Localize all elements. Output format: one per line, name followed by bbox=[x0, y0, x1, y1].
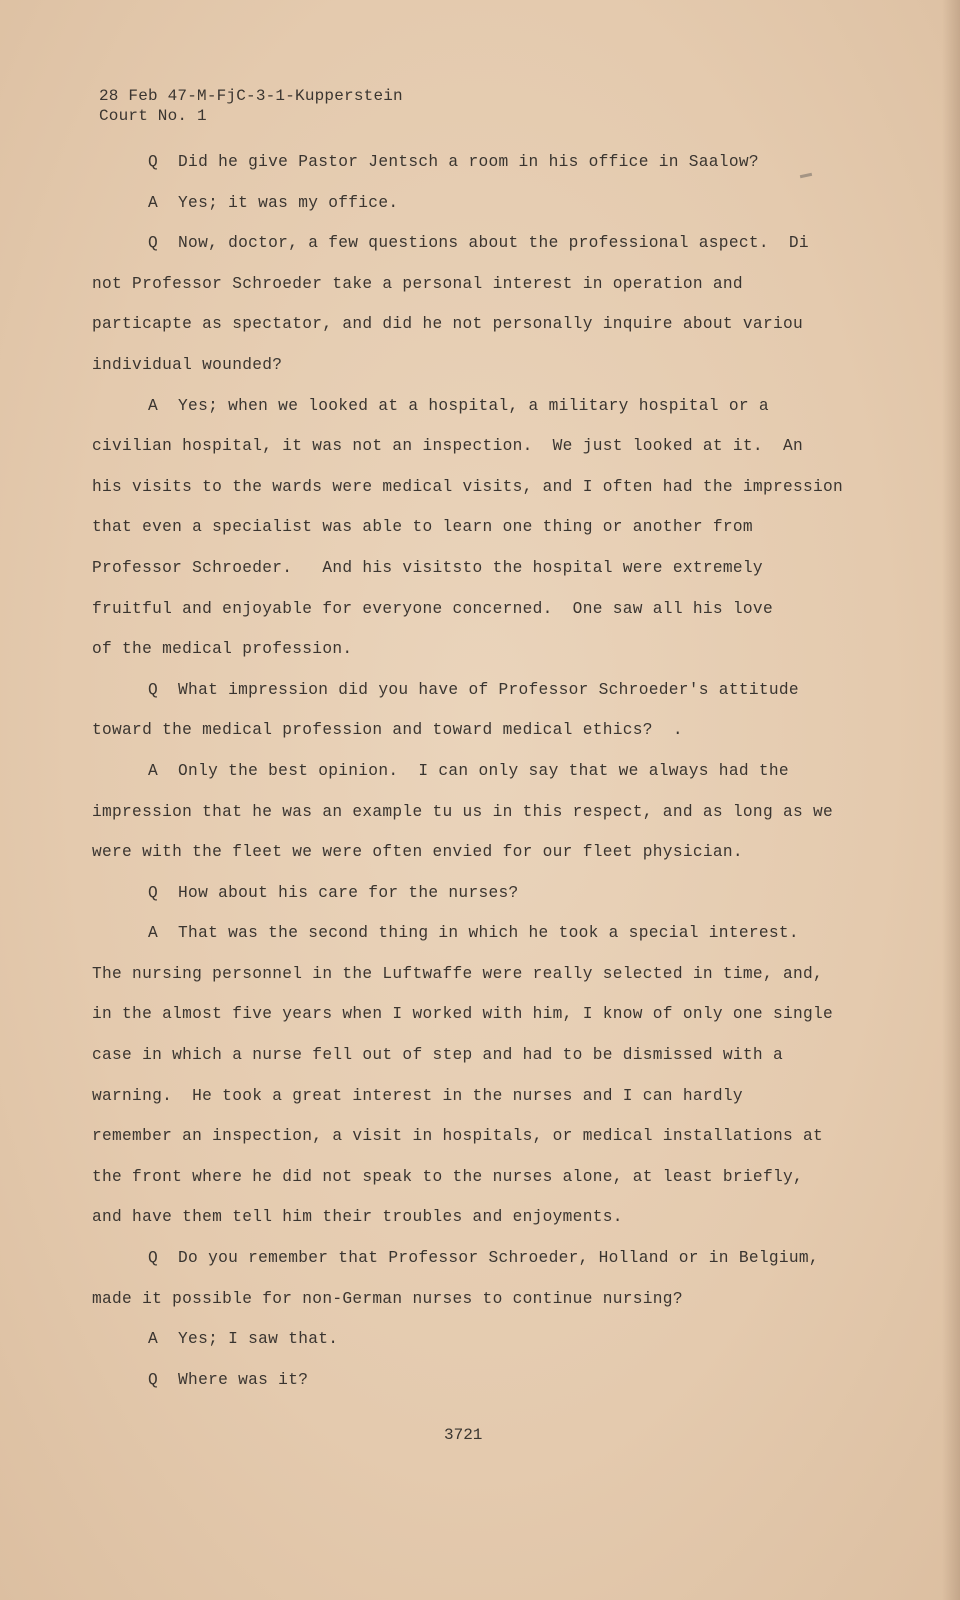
paragraph bbox=[92, 183, 862, 224]
text-line: toward the medical profession and toward medical ethics? . bbox=[92, 721, 683, 740]
paragraph bbox=[92, 223, 862, 385]
text-line: of the medical profession. bbox=[92, 640, 353, 659]
text-line: civilian hospital, it was not an inspection. We just looked at it. An bbox=[92, 437, 803, 456]
page-number: 3721 bbox=[444, 1426, 483, 1444]
text-line: Q Did he give Pastor Jentsch a room in his office in Saalow? bbox=[148, 153, 759, 171]
document-header bbox=[99, 86, 403, 126]
page-edge-shadow bbox=[942, 0, 960, 1600]
text-line: A Yes; it was my office. bbox=[148, 193, 399, 212]
text-line: his visits to the wards were medical visits, and I often had the impression bbox=[92, 477, 844, 496]
text-line: not Professor Schroeder take a personal interest in operation and bbox=[92, 274, 743, 293]
text-line: fruitful and enjoyable for everyone concerned. One saw all his love bbox=[92, 599, 773, 618]
text-line: Q How about his care for the nurses? bbox=[148, 883, 519, 902]
transcript-body bbox=[92, 142, 862, 1400]
text-line: that even a specialist was able to learn one thing or another from bbox=[92, 518, 753, 537]
text-line: and have them tell him their troubles and enjoyments. bbox=[92, 1208, 623, 1227]
text-line: individual wounded? bbox=[92, 355, 283, 374]
paragraph bbox=[92, 913, 862, 1238]
paragraph bbox=[92, 142, 862, 183]
text-line: Q Now, doctor, a few questions about the professional aspect. Di bbox=[148, 234, 809, 253]
text-line: case in which a nurse fell out of step and had to be dismissed with a bbox=[92, 1046, 783, 1065]
text-line: in the almost five years when I worked with him, I know of only one single bbox=[92, 1005, 834, 1024]
text-line: A Yes; when we looked at a hospital, a military hospital or a bbox=[148, 396, 769, 415]
header-line-2: Court No. 1 bbox=[99, 107, 207, 125]
paragraph bbox=[92, 1238, 862, 1319]
paragraph bbox=[92, 670, 862, 751]
paragraph bbox=[92, 1319, 862, 1360]
text-line: A Only the best opinion. I can only say that we always had the bbox=[148, 761, 789, 780]
paragraph bbox=[92, 386, 862, 670]
text-line: Professor Schroeder. And his visitsto the hospital were extremely bbox=[92, 558, 763, 577]
header-line-1: 28 Feb 47-M-FjC-3-1-Kupperstein bbox=[99, 87, 403, 105]
paragraph bbox=[92, 1360, 862, 1401]
text-line: Q Where was it? bbox=[148, 1370, 309, 1389]
text-line: particapte as spectator, and did he not personally inquire about variou bbox=[92, 315, 803, 334]
paragraph bbox=[92, 751, 862, 873]
text-line: made it possible for non-German nurses to continue nursing? bbox=[92, 1289, 683, 1308]
text-line: The nursing personnel in the Luftwaffe were really selected in time, and, bbox=[92, 964, 824, 983]
text-line: warning. He took a great interest in the nurses and I can hardly bbox=[92, 1086, 743, 1105]
text-line: remember an inspection, a visit in hospitals, or medical installations at bbox=[92, 1127, 824, 1146]
text-line: Q Do you remember that Professor Schroeder, Holland or in Belgium, bbox=[148, 1249, 819, 1268]
text-line: were with the fleet we were often envied for our fleet physician. bbox=[92, 843, 743, 862]
text-line: A Yes; I saw that. bbox=[148, 1330, 339, 1349]
paragraph bbox=[92, 873, 862, 914]
text-line: A That was the second thing in which he took a special interest. bbox=[148, 924, 799, 943]
text-line: impression that he was an example tu us in this respect, and as long as we bbox=[92, 802, 834, 821]
text-line: the front where he did not speak to the nurses alone, at least briefly, bbox=[92, 1167, 803, 1186]
text-line: Q What impression did you have of Professor Schroeder's attitude bbox=[148, 680, 799, 699]
